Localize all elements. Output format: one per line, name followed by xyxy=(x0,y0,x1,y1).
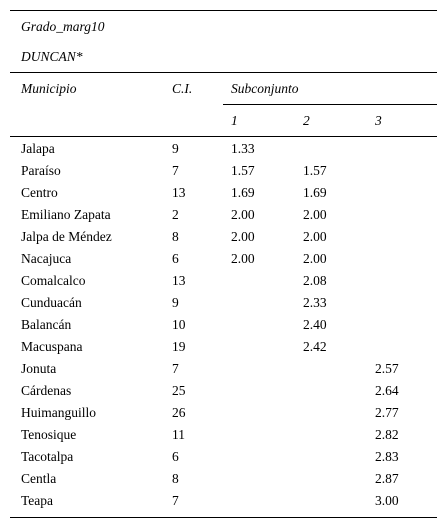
cell-subconjunto-2: 2.00 xyxy=(303,229,327,244)
cell-subconjunto-1: 2.00 xyxy=(231,207,255,222)
cell-ci: 11 xyxy=(172,427,185,442)
table-row xyxy=(0,424,448,446)
cell-ci: 25 xyxy=(172,383,186,398)
cell-ci: 8 xyxy=(172,229,179,244)
table-row xyxy=(0,138,448,160)
table-title: Grado_marg10 xyxy=(21,19,105,34)
cell-municipio: Tenosique xyxy=(21,427,77,442)
table-bottom-rule xyxy=(10,517,437,518)
cell-subconjunto-3: 2.83 xyxy=(375,449,399,464)
table-row xyxy=(0,358,448,380)
cell-ci: 26 xyxy=(172,405,186,420)
table-row xyxy=(0,380,448,402)
cell-ci: 2 xyxy=(172,207,179,222)
cell-subconjunto-1: 1.69 xyxy=(231,185,255,200)
cell-ci: 8 xyxy=(172,471,179,486)
cell-subconjunto-2: 2.42 xyxy=(303,339,327,354)
cell-municipio: Huimanguillo xyxy=(21,405,96,420)
cell-subconjunto-2: 1.69 xyxy=(303,185,327,200)
cell-municipio: Tacotalpa xyxy=(21,449,74,464)
cell-municipio: Emiliano Zapata xyxy=(21,207,111,222)
cell-subconjunto-2: 1.57 xyxy=(303,163,327,178)
table-row xyxy=(0,160,448,182)
cell-subconjunto-2: 2.00 xyxy=(303,207,327,222)
header-sub-2: 2 xyxy=(303,113,310,128)
table-row xyxy=(0,292,448,314)
table-row xyxy=(0,446,448,468)
cell-ci: 7 xyxy=(172,493,179,508)
table-row xyxy=(0,182,448,204)
cell-subconjunto-2: 2.00 xyxy=(303,251,327,266)
cell-municipio: Centla xyxy=(21,471,57,486)
cell-subconjunto-3: 2.77 xyxy=(375,405,399,420)
cell-subconjunto-3: 2.64 xyxy=(375,383,399,398)
cell-ci: 9 xyxy=(172,141,179,156)
cell-subconjunto-2: 2.33 xyxy=(303,295,327,310)
cell-ci: 10 xyxy=(172,317,186,332)
table-top-rule xyxy=(10,10,437,11)
table-row xyxy=(0,490,448,512)
table-row xyxy=(0,270,448,292)
cell-ci: 7 xyxy=(172,361,179,376)
header-sub-1: 1 xyxy=(231,113,238,128)
table-row xyxy=(0,468,448,490)
cell-ci: 6 xyxy=(172,449,179,464)
cell-municipio: Cunduacán xyxy=(21,295,82,310)
cell-subconjunto-1: 2.00 xyxy=(231,229,255,244)
header-top-rule xyxy=(10,72,437,73)
header-sub-3: 3 xyxy=(375,113,382,128)
table-row xyxy=(0,248,448,270)
cell-municipio: Paraíso xyxy=(21,163,61,178)
cell-ci: 13 xyxy=(172,273,186,288)
cell-municipio: Nacajuca xyxy=(21,251,72,266)
cell-subconjunto-1: 1.57 xyxy=(231,163,255,178)
header-municipio: Municipio xyxy=(21,81,77,96)
cell-municipio: Centro xyxy=(21,185,58,200)
cell-municipio: Balancán xyxy=(21,317,72,332)
table-row xyxy=(0,204,448,226)
cell-municipio: Cárdenas xyxy=(21,383,72,398)
cell-ci: 6 xyxy=(172,251,179,266)
header-subconjunto: Subconjunto xyxy=(231,81,299,96)
cell-subconjunto-2: 2.40 xyxy=(303,317,327,332)
cell-municipio: Macuspana xyxy=(21,339,83,354)
cell-subconjunto-3: 2.87 xyxy=(375,471,399,486)
table-row xyxy=(0,402,448,424)
cell-municipio: Jalpa de Méndez xyxy=(21,229,112,244)
cell-municipio: Teapa xyxy=(21,493,54,508)
header-ci: C.I. xyxy=(172,81,193,96)
header-bottom-rule xyxy=(10,136,437,137)
table-row xyxy=(0,336,448,358)
cell-ci: 9 xyxy=(172,295,179,310)
cell-subconjunto-3: 2.82 xyxy=(375,427,399,442)
subconjunto-rule xyxy=(223,104,437,105)
cell-subconjunto-3: 3.00 xyxy=(375,493,399,508)
cell-subconjunto-2: 2.08 xyxy=(303,273,327,288)
cell-ci: 19 xyxy=(172,339,186,354)
cell-municipio: Jalapa xyxy=(21,141,55,156)
cell-ci: 13 xyxy=(172,185,186,200)
cell-ci: 7 xyxy=(172,163,179,178)
cell-subconjunto-1: 1.33 xyxy=(231,141,255,156)
cell-subconjunto-3: 2.57 xyxy=(375,361,399,376)
cell-municipio: Jonuta xyxy=(21,361,57,376)
cell-municipio: Comalcalco xyxy=(21,273,86,288)
table-row xyxy=(0,226,448,248)
cell-subconjunto-1: 2.00 xyxy=(231,251,255,266)
table-subtitle: DUNCAN* xyxy=(21,49,83,64)
table-row xyxy=(0,314,448,336)
